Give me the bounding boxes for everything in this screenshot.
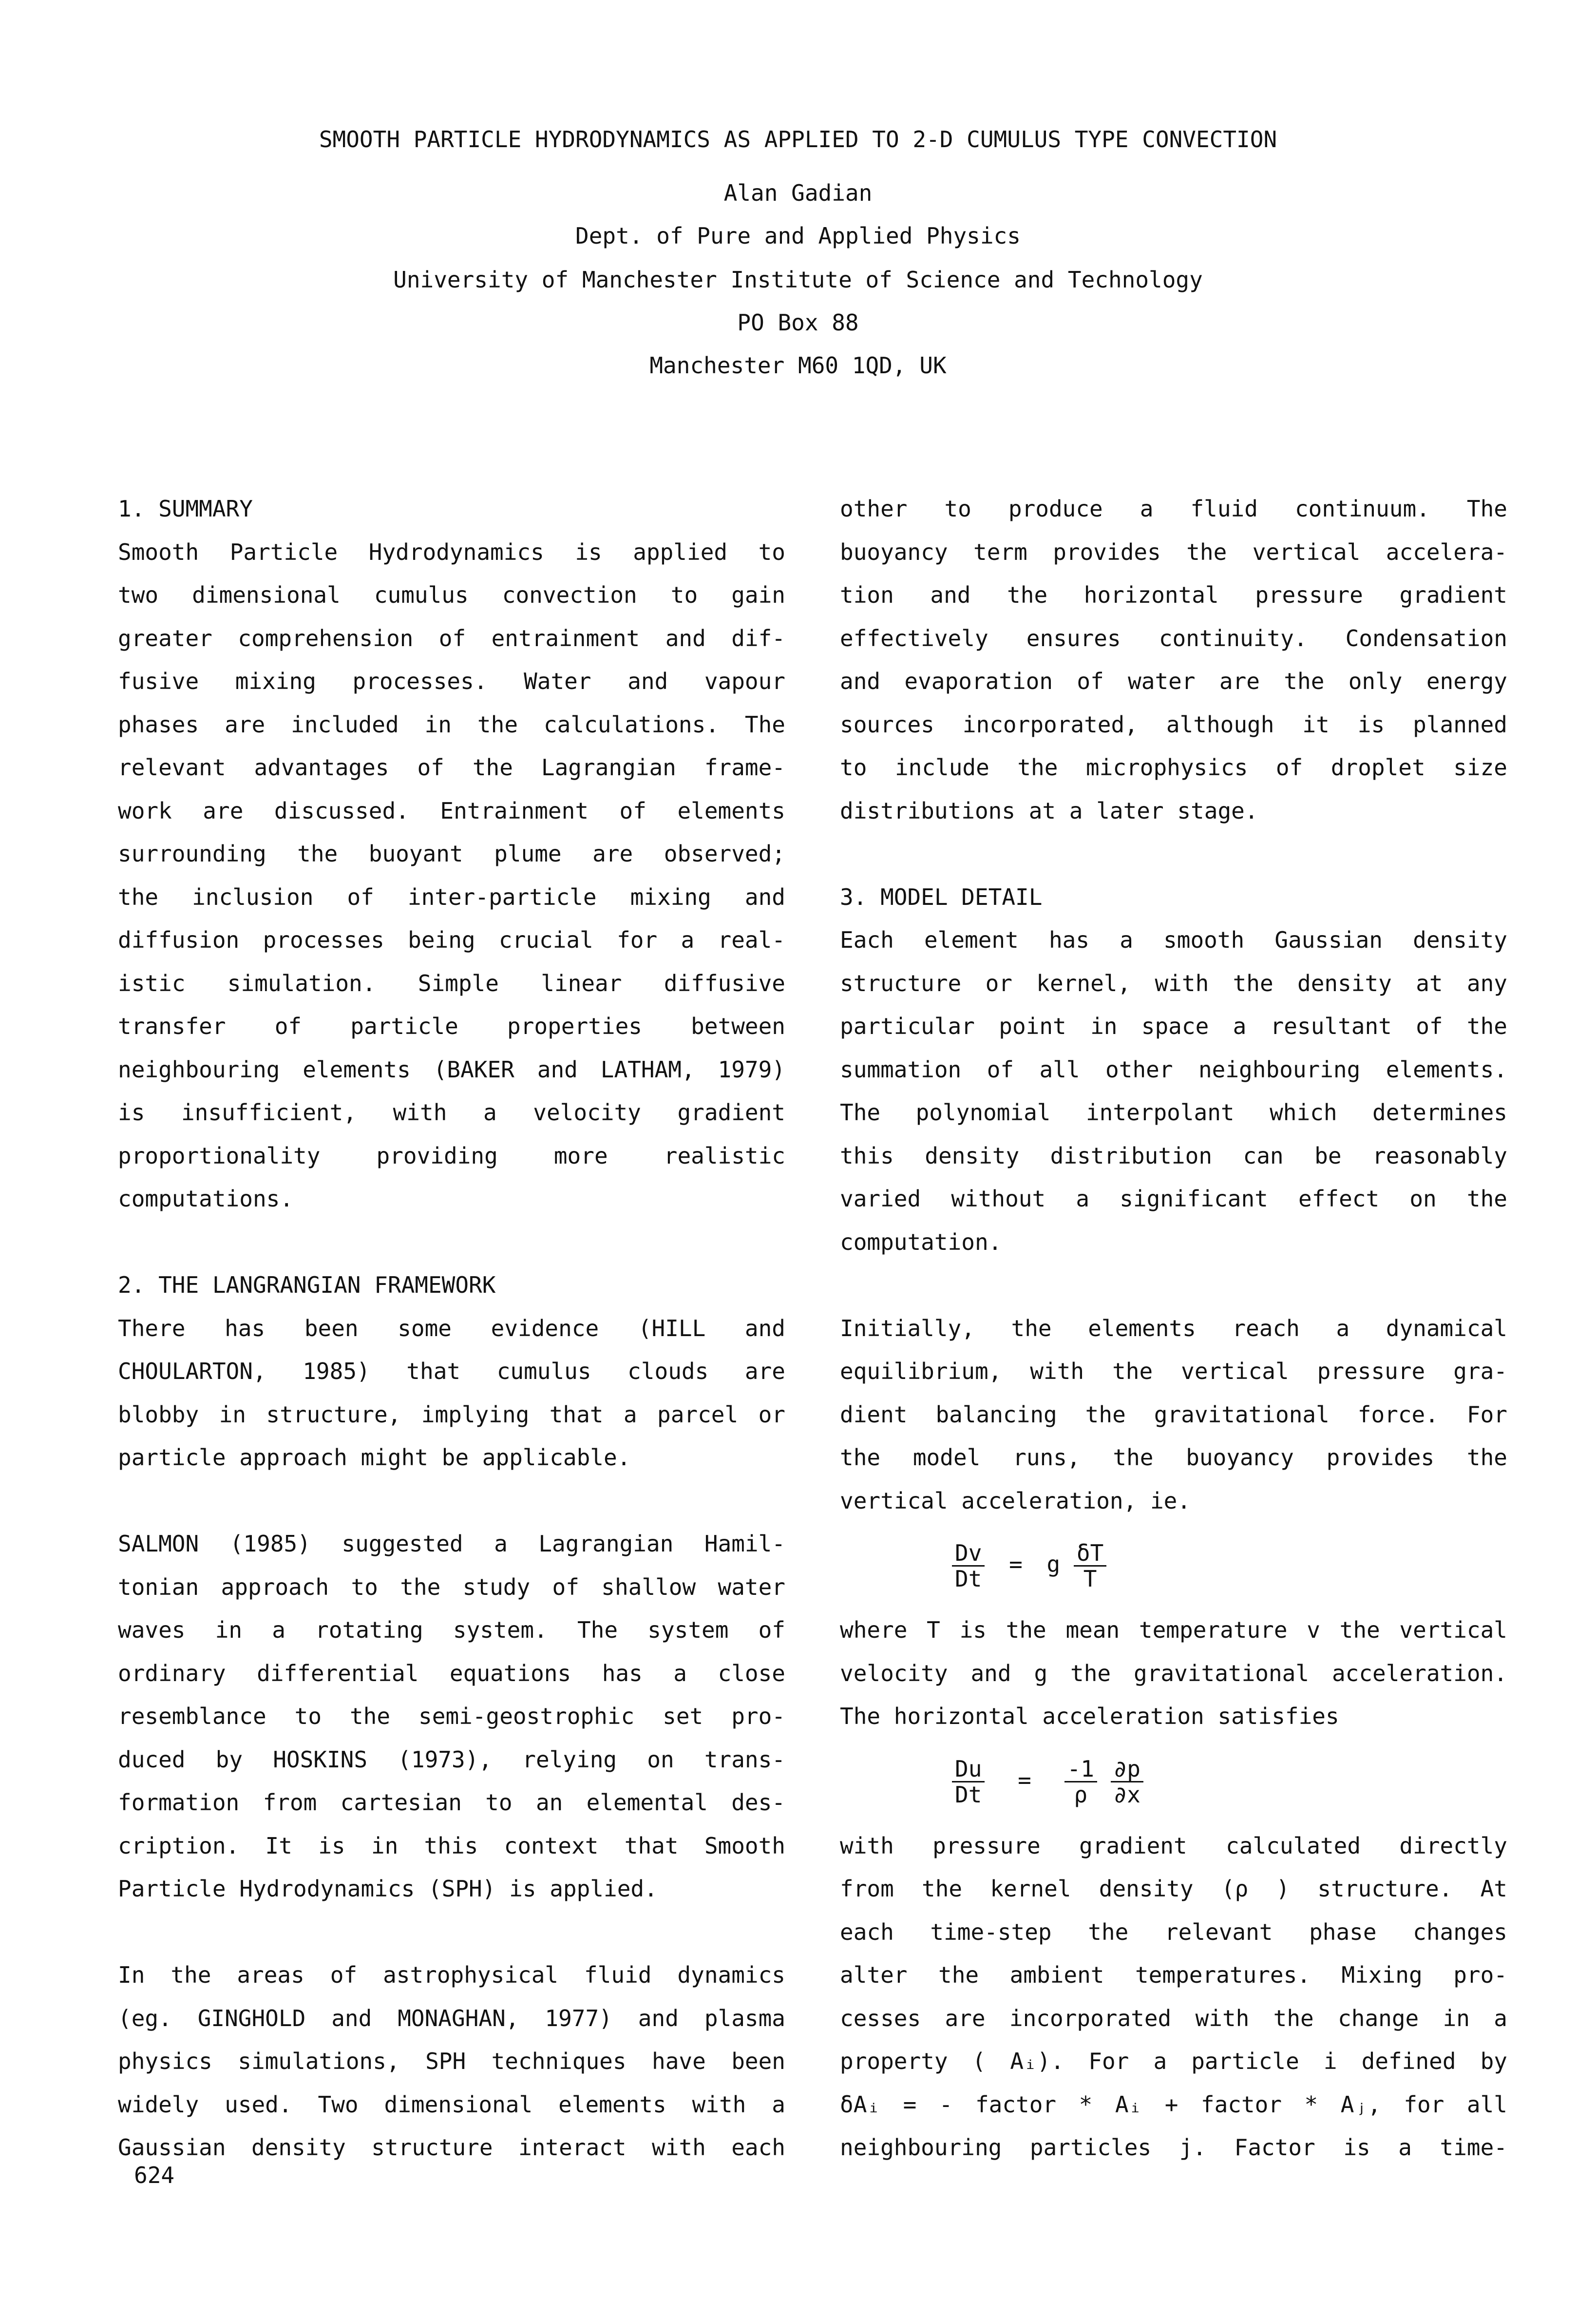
- text-line: this density distribution can be reasonably: [840, 1142, 1507, 1169]
- text-line: physics simulations, SPH techniques have been: [118, 2048, 785, 2074]
- text-line: varied without a significant effect on the: [840, 1186, 1507, 1212]
- text-line: dient balancing the gravitational force. For: [840, 1401, 1507, 1428]
- text-line: diffusion processes being crucial for a real-: [118, 927, 785, 953]
- eq2-rhs-denominator-2: ∂x: [1113, 1781, 1140, 1808]
- model-paragraph-1: [840, 919, 1507, 1264]
- affiliation-line-3: PO Box 88: [737, 309, 859, 336]
- eq1-equals: =: [1009, 1551, 1023, 1577]
- text-line: where T is the mean temperature v the vertical: [840, 1617, 1507, 1643]
- text-line: neighbouring elements (BAKER and LATHAM, 1979): [118, 1056, 785, 1083]
- text-line: cesses are incorporated with the change in a: [840, 2005, 1507, 2031]
- text-line: duced by HOSKINS (1973), relying on trans-: [118, 1746, 785, 1773]
- continuation-paragraph: [840, 487, 1507, 832]
- text-line: δAᵢ = - factor * Aᵢ + factor * Aⱼ, for all: [840, 2091, 1507, 2118]
- eq1-rhs-numerator: δT: [1074, 1541, 1106, 1567]
- text-line: Initially, the elements reach a dynamical: [840, 1315, 1507, 1341]
- text-line: SALMON (1985) suggested a Lagrangian Hamil-: [118, 1531, 785, 1557]
- text-line: ordinary differential equations has a close: [118, 1660, 785, 1686]
- text-line: particle approach might be applicable.: [118, 1444, 631, 1471]
- text-line: structure or kernel, with the density at any: [840, 970, 1507, 996]
- text-line: is insufficient, with a velocity gradient: [118, 1099, 785, 1126]
- eq1-rhs-denominator: T: [1083, 1566, 1097, 1592]
- text-line: distributions at a later stage.: [840, 797, 1258, 824]
- text-line: istic simulation. Simple linear diffusive: [118, 970, 785, 996]
- text-line: particular point in space a resultant of the: [840, 1013, 1507, 1039]
- text-line: computation.: [840, 1228, 1002, 1255]
- text-line: relevant advantages of the Lagrangian frame-: [118, 754, 785, 781]
- equation-horizontal-acceleration: [840, 1738, 1507, 1824]
- eq1-lhs-numerator: Dv: [952, 1541, 985, 1567]
- text-line: property ( Aᵢ). For a particle i defined by: [840, 2048, 1507, 2074]
- text-line: fusive mixing processes. Water and vapour: [118, 668, 785, 694]
- text-line: each time-step the relevant phase changes: [840, 1918, 1507, 1945]
- author-name: Alan Gadian: [723, 180, 873, 206]
- text-line: proportionality providing more realistic: [118, 1142, 785, 1169]
- text-line: tonian approach to the study of shallow water: [118, 1573, 785, 1600]
- text-line: Gaussian density structure interact with each: [118, 2134, 785, 2161]
- eq1-lhs-denominator: Dt: [955, 1566, 982, 1592]
- model-paragraph-3: [840, 1609, 1507, 1738]
- text-line: neighbouring particles j. Factor is a time-: [840, 2134, 1507, 2161]
- summary-paragraph: [118, 531, 785, 1221]
- text-line: equilibrium, with the vertical pressure gra-: [840, 1358, 1507, 1384]
- eq2-lhs-denominator: Dt: [955, 1781, 982, 1808]
- affiliation-line-4: Manchester M60 1QD, UK: [649, 352, 947, 379]
- section-heading-framework: 2. THE LANGRANGIAN FRAMEWORK: [118, 1272, 496, 1298]
- model-paragraph-4: [840, 1824, 1507, 2169]
- text-line: and evaporation of water are the only energy: [840, 668, 1507, 694]
- text-line: greater comprehension of entrainment and dif-: [118, 625, 785, 651]
- page-number: 624: [134, 2162, 175, 2188]
- left-column: [118, 487, 785, 2169]
- text-line: widely used. Two dimensional elements with a: [118, 2091, 785, 2118]
- text-line: waves in a rotating system. The system of: [118, 1617, 785, 1643]
- affiliation-line-1: Dept. of Pure and Applied Physics: [575, 223, 1021, 249]
- model-paragraph-2: [840, 1307, 1507, 1523]
- text-line: In the areas of astrophysical fluid dynamics: [118, 1962, 785, 1988]
- eq1-g: g: [1046, 1551, 1061, 1577]
- text-line: effectively ensures continuity. Condensation: [840, 625, 1507, 651]
- text-line: blobby in structure, implying that a parcel or: [118, 1401, 785, 1428]
- text-line: formation from cartesian to an elemental des-: [118, 1789, 785, 1816]
- text-line: phases are included in the calculations. The: [118, 711, 785, 738]
- text-line: Particle Hydrodynamics (SPH) is applied.: [118, 1876, 658, 1902]
- equation-vertical-acceleration: [840, 1522, 1507, 1609]
- framework-paragraph-3: [118, 1953, 785, 2169]
- text-line: Smooth Particle Hydrodynamics is applied to: [118, 538, 785, 565]
- text-line: the inclusion of inter-particle mixing and: [118, 883, 785, 910]
- section-heading-summary: 1. SUMMARY: [118, 496, 253, 522]
- eq2-rhs-denominator-1: ρ: [1074, 1781, 1088, 1808]
- text-line: other to produce a fluid continuum. The: [840, 496, 1507, 522]
- text-line: vertical acceleration, ie.: [840, 1487, 1191, 1514]
- text-line: Each element has a smooth Gaussian density: [840, 927, 1507, 953]
- text-line: with pressure gradient calculated directly: [840, 1832, 1507, 1859]
- text-line: the model runs, the buoyancy provides the: [840, 1444, 1507, 1471]
- framework-paragraph-1: [118, 1307, 785, 1479]
- text-line: (eg. GINGHOLD and MONAGHAN, 1977) and plasma: [118, 2005, 785, 2031]
- text-line: transfer of particle properties between: [118, 1013, 785, 1039]
- affiliation-line-2: University of Manchester Institute of Science and Technology: [393, 267, 1203, 293]
- text-line: computations.: [118, 1186, 294, 1212]
- paper-title: SMOOTH PARTICLE HYDRODYNAMICS AS APPLIED TO 2-D CUMULUS TYPE CONVECTION: [319, 126, 1277, 153]
- text-line: cription. It is in this context that Smooth: [118, 1832, 785, 1859]
- text-line: tion and the horizontal pressure gradient: [840, 582, 1507, 608]
- right-column: [840, 487, 1507, 2169]
- text-line: velocity and g the gravitational acceleration.: [840, 1660, 1507, 1686]
- eq2-rhs-numerator-2: ∂p: [1111, 1757, 1143, 1782]
- text-line: to include the microphysics of droplet size: [840, 754, 1507, 781]
- section-heading-model-detail: 3. MODEL DETAIL: [840, 883, 1043, 910]
- text-line: CHOULARTON, 1985) that cumulus clouds are: [118, 1358, 785, 1384]
- framework-paragraph-2: [118, 1522, 785, 1911]
- text-line: buoyancy term provides the vertical accelera-: [840, 538, 1507, 565]
- eq2-rhs-numerator-1: -1: [1064, 1757, 1097, 1782]
- text-line: The horizontal acceleration satisfies: [840, 1703, 1339, 1729]
- text-line: two dimensional cumulus convection to gain: [118, 582, 785, 608]
- text-line: There has been some evidence (HILL and: [118, 1315, 785, 1341]
- text-line: The polynomial interpolant which determines: [840, 1099, 1507, 1126]
- eq2-equals: =: [1018, 1766, 1031, 1793]
- text-line: summation of all other neighbouring elements.: [840, 1056, 1507, 1083]
- eq2-lhs-numerator: Du: [952, 1757, 985, 1782]
- text-line: sources incorporated, although it is planned: [840, 711, 1507, 738]
- text-line: resemblance to the semi-geostrophic set pro-: [118, 1703, 785, 1729]
- text-line: alter the ambient temperatures. Mixing pro-: [840, 1962, 1507, 1988]
- text-line: from the kernel density (ρ ) structure. At: [840, 1876, 1507, 1902]
- text-line: surrounding the buoyant plume are observed;: [118, 841, 785, 867]
- text-line: work are discussed. Entrainment of elements: [118, 797, 785, 824]
